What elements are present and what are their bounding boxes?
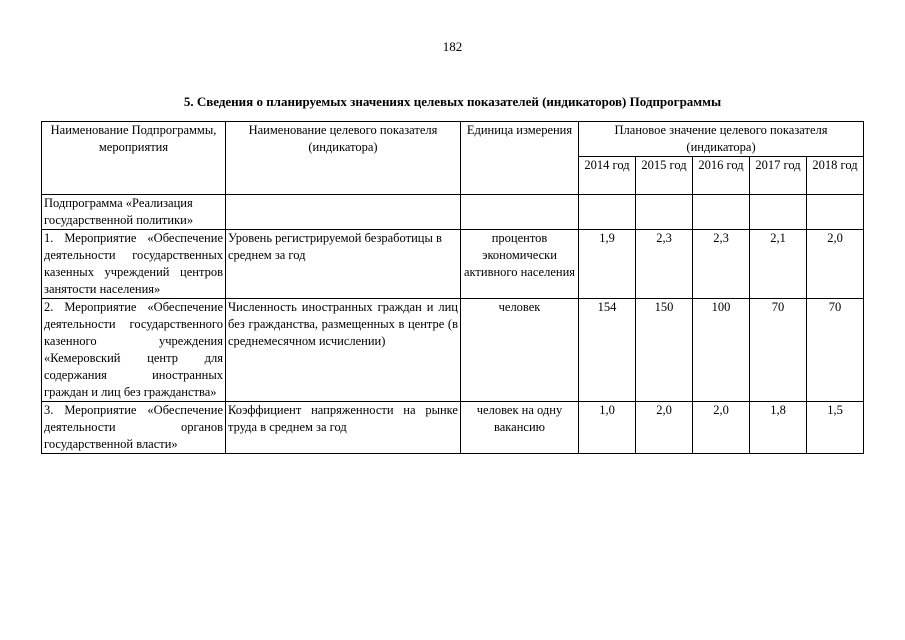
row-indicator: Уровень регистрируемой безработицы в среднем за год bbox=[226, 230, 461, 299]
indicators-table bbox=[41, 121, 864, 454]
row-name: 2. Мероприятие «Обеспечение деятельности государственного казенного учреждения «Кемеровский центр для содержания иностранных граждан и лиц без гражданства» bbox=[42, 299, 226, 402]
row-name: 1. Мероприятие «Обеспечение деятельности государственных казенных учреждений центров занятости населения» bbox=[42, 230, 226, 299]
row-unit: человек bbox=[461, 299, 579, 402]
row-value: 2,0 bbox=[636, 402, 693, 454]
table-row bbox=[42, 195, 864, 230]
row-value: 1,8 bbox=[750, 402, 807, 454]
row-value bbox=[807, 195, 864, 230]
header-indicator-name: Наименование целевого показателя (индикатора) bbox=[226, 122, 461, 195]
row-value bbox=[579, 195, 636, 230]
row-name: 3. Мероприятие «Обеспечение деятельности органов государственной власти» bbox=[42, 402, 226, 454]
row-unit bbox=[461, 195, 579, 230]
row-value bbox=[636, 195, 693, 230]
table-row bbox=[42, 230, 864, 299]
row-value: 2,3 bbox=[693, 230, 750, 299]
row-value: 70 bbox=[750, 299, 807, 402]
header-year: 2014 год bbox=[579, 157, 636, 195]
row-value: 154 bbox=[579, 299, 636, 402]
header-year: 2018 год bbox=[807, 157, 864, 195]
row-unit: человек на одну вакансию bbox=[461, 402, 579, 454]
row-value: 150 bbox=[636, 299, 693, 402]
header-program-name: Наименование Подпрограммы, мероприятия bbox=[42, 122, 226, 195]
row-value: 2,0 bbox=[807, 230, 864, 299]
header-year: 2016 год bbox=[693, 157, 750, 195]
row-indicator bbox=[226, 195, 461, 230]
row-value: 1,5 bbox=[807, 402, 864, 454]
row-unit: процентов экономически активного населения bbox=[461, 230, 579, 299]
row-value: 100 bbox=[693, 299, 750, 402]
header-planned-value: Плановое значение целевого показателя (индикатора) bbox=[579, 122, 864, 157]
row-name: Подпрограмма «Реализация государственной политики» bbox=[42, 195, 226, 230]
row-indicator: Численность иностранных граждан и лиц без гражданства, размещенных в центре (в среднемесячном исчислении) bbox=[226, 299, 461, 402]
header-unit: Единица измерения bbox=[461, 122, 579, 195]
row-value: 2,0 bbox=[693, 402, 750, 454]
header-year: 2017 год bbox=[750, 157, 807, 195]
row-value: 2,3 bbox=[636, 230, 693, 299]
table-row bbox=[42, 299, 864, 402]
row-value: 1,9 bbox=[579, 230, 636, 299]
row-value bbox=[693, 195, 750, 230]
page-number: 182 bbox=[442, 39, 463, 54]
row-value: 2,1 bbox=[750, 230, 807, 299]
header-year: 2015 год bbox=[636, 157, 693, 195]
section-title: 5. Сведения о планируемых значениях целевых показателей (индикаторов) Подпрограммы bbox=[183, 94, 722, 109]
row-indicator: Коэффициент напряженности на рынке труда в среднем за год bbox=[226, 402, 461, 454]
table-row bbox=[42, 402, 864, 454]
row-value: 1,0 bbox=[579, 402, 636, 454]
row-value bbox=[750, 195, 807, 230]
header-row bbox=[42, 122, 864, 157]
row-value: 70 bbox=[807, 299, 864, 402]
